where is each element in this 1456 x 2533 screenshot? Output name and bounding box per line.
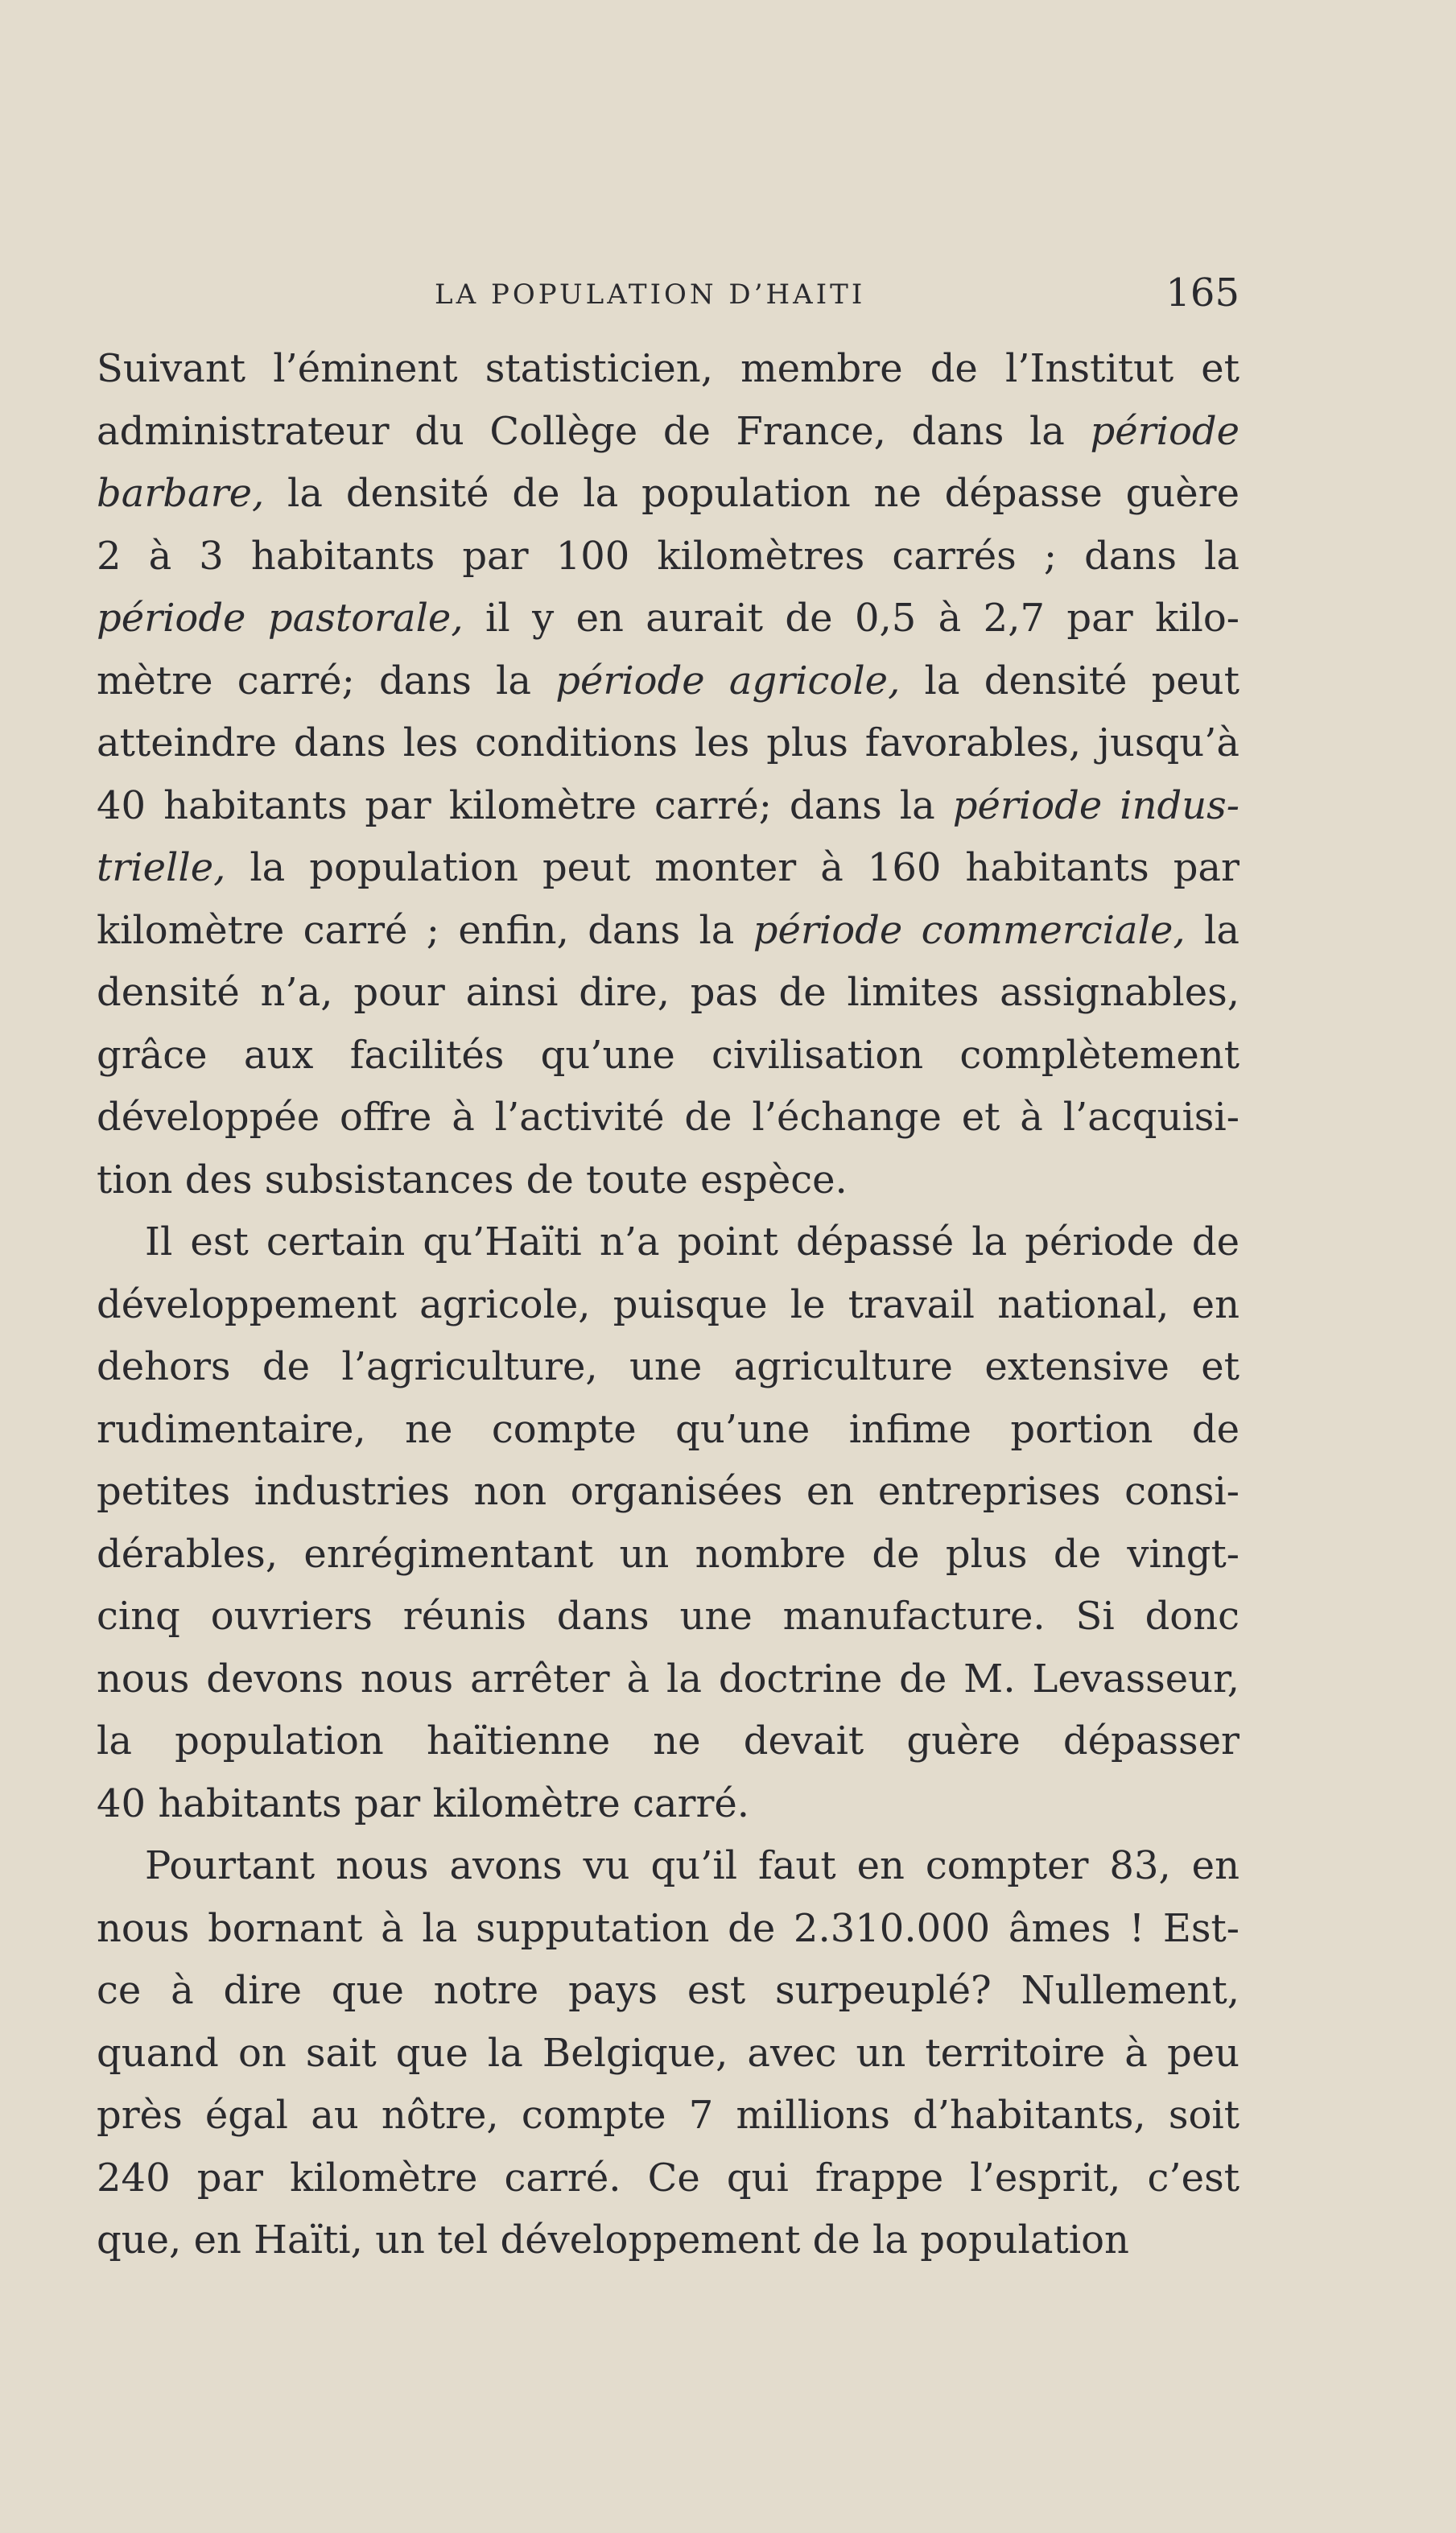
text-line (97, 900, 1239, 961)
text-line (97, 2147, 1239, 2209)
text-run: nous bornant à la supputation de 2.310.000 âmes ! Est- (97, 1905, 1239, 1951)
text-run: quand on sait que la Belgique, avec un territoire à peu (97, 2030, 1239, 2076)
text-line (97, 1149, 1239, 1211)
text-run: près égal au nôtre, compte 7 millions d’habitants, soit (97, 2093, 1239, 2138)
page-header (97, 270, 1239, 327)
text-line (97, 1586, 1239, 1647)
text-line (97, 712, 1239, 774)
text-line (97, 650, 1239, 712)
text-line (97, 1835, 1239, 1896)
italic-text: période commerciale, (753, 907, 1186, 953)
text-line (97, 1960, 1239, 2021)
text-line (97, 463, 1239, 524)
text-run: la densité de la population ne dépasse guère (264, 471, 1239, 516)
italic-text: trielle, (97, 845, 226, 890)
text-line (97, 775, 1239, 836)
text-run: densité n’a, pour ainsi dire, pas de limites assignables, (97, 970, 1239, 1015)
text-run: 40 habitants par kilomètre carré; dans la (97, 782, 953, 828)
text-line (97, 1399, 1239, 1460)
text-run: nous devons nous arrêter à la doctrine de M. Levasseur, (97, 1656, 1239, 1702)
text-run: tion des subsistances de toute espèce. (97, 1157, 848, 1203)
text-line (97, 1524, 1239, 1585)
italic-text: période (1090, 408, 1239, 454)
text-run: Il est certain qu’Haïti n’a point dépassé la période de (145, 1219, 1239, 1264)
text-run: Suivant l’éminent statisticien, membre de l’Institut et (97, 346, 1239, 391)
text-run: petites industries non organisées en entreprises consi- (97, 1469, 1239, 1514)
text-run: cinq ouvriers réunis dans une manufacture. Si donc (97, 1594, 1239, 1639)
text-run: la densité peut (900, 658, 1240, 703)
italic-text: période indus- (952, 782, 1239, 828)
text-run: 240 par kilomètre carré. Ce qui frappe l’esprit, c’est (97, 2155, 1239, 2201)
text-line (97, 401, 1239, 462)
text-line (97, 1461, 1239, 1522)
text-run: la population peut monter à 160 habitants par (225, 845, 1239, 890)
text-line (97, 1336, 1239, 1397)
text-run: rudimentaire, ne compte qu’une infime portion de (97, 1406, 1239, 1452)
text-run: administrateur du Collège de France, dans la (97, 408, 1091, 454)
text-line (97, 1211, 1239, 1273)
text-run: développement agricole, puisque le travail national, en (97, 1281, 1239, 1327)
text-line (97, 338, 1239, 399)
text-line (97, 588, 1239, 649)
text-line (97, 1773, 1239, 1834)
text-line (97, 1087, 1239, 1148)
text-run: mètre carré; dans la (97, 658, 556, 703)
text-line (97, 1898, 1239, 1959)
text-run: atteindre dans les conditions les plus favorables, jusqu’à (97, 720, 1239, 765)
text-line (97, 526, 1239, 587)
text-line (97, 1710, 1239, 1772)
page-number: 165 (1165, 270, 1239, 316)
text-line (97, 1025, 1239, 1086)
text-run: 40 habitants par kilomètre carré. (97, 1780, 750, 1826)
running-title: LA POPULATION D’HAITI (435, 278, 866, 311)
text-run: ce à dire que notre pays est surpeuplé? Nullement, (97, 1968, 1239, 2013)
text-run: dérables, enrégimentant un nombre de plus de vingt- (97, 1531, 1239, 1577)
text-run: dehors de l’agriculture, une agriculture extensive et (97, 1344, 1239, 1389)
italic-text: période pastorale, (97, 596, 464, 641)
text-run: il y en aurait de 0,5 à 2,7 par kilo- (463, 596, 1239, 641)
italic-text: période agricole, (555, 658, 901, 703)
text-line (97, 2085, 1239, 2146)
text-run: kilomètre carré ; enfin, dans la (97, 907, 753, 953)
italic-text: barbare, (97, 471, 265, 516)
text-run: développée offre à l’activité de l’échange et à l’acquisi- (97, 1095, 1239, 1140)
text-line (97, 962, 1239, 1023)
text-run: 2 à 3 habitants par 100 kilomètres carrés ; dans la (97, 533, 1239, 579)
text-line (97, 2023, 1239, 2084)
text-line (97, 1648, 1239, 1710)
text-run: Pourtant nous avons vu qu’il faut en compter 83, en (145, 1843, 1239, 1888)
text-run: que, en Haïti, un tel développement de la population (97, 2217, 1129, 2263)
text-line (97, 1274, 1239, 1335)
text-run: la population haïtienne ne devait guère dépasser (97, 1718, 1239, 1764)
text-run: la (1185, 907, 1239, 953)
text-line (97, 837, 1239, 898)
text-run: grâce aux facilités qu’une civilisation complètement (97, 1032, 1239, 1078)
text-line (97, 2209, 1239, 2271)
